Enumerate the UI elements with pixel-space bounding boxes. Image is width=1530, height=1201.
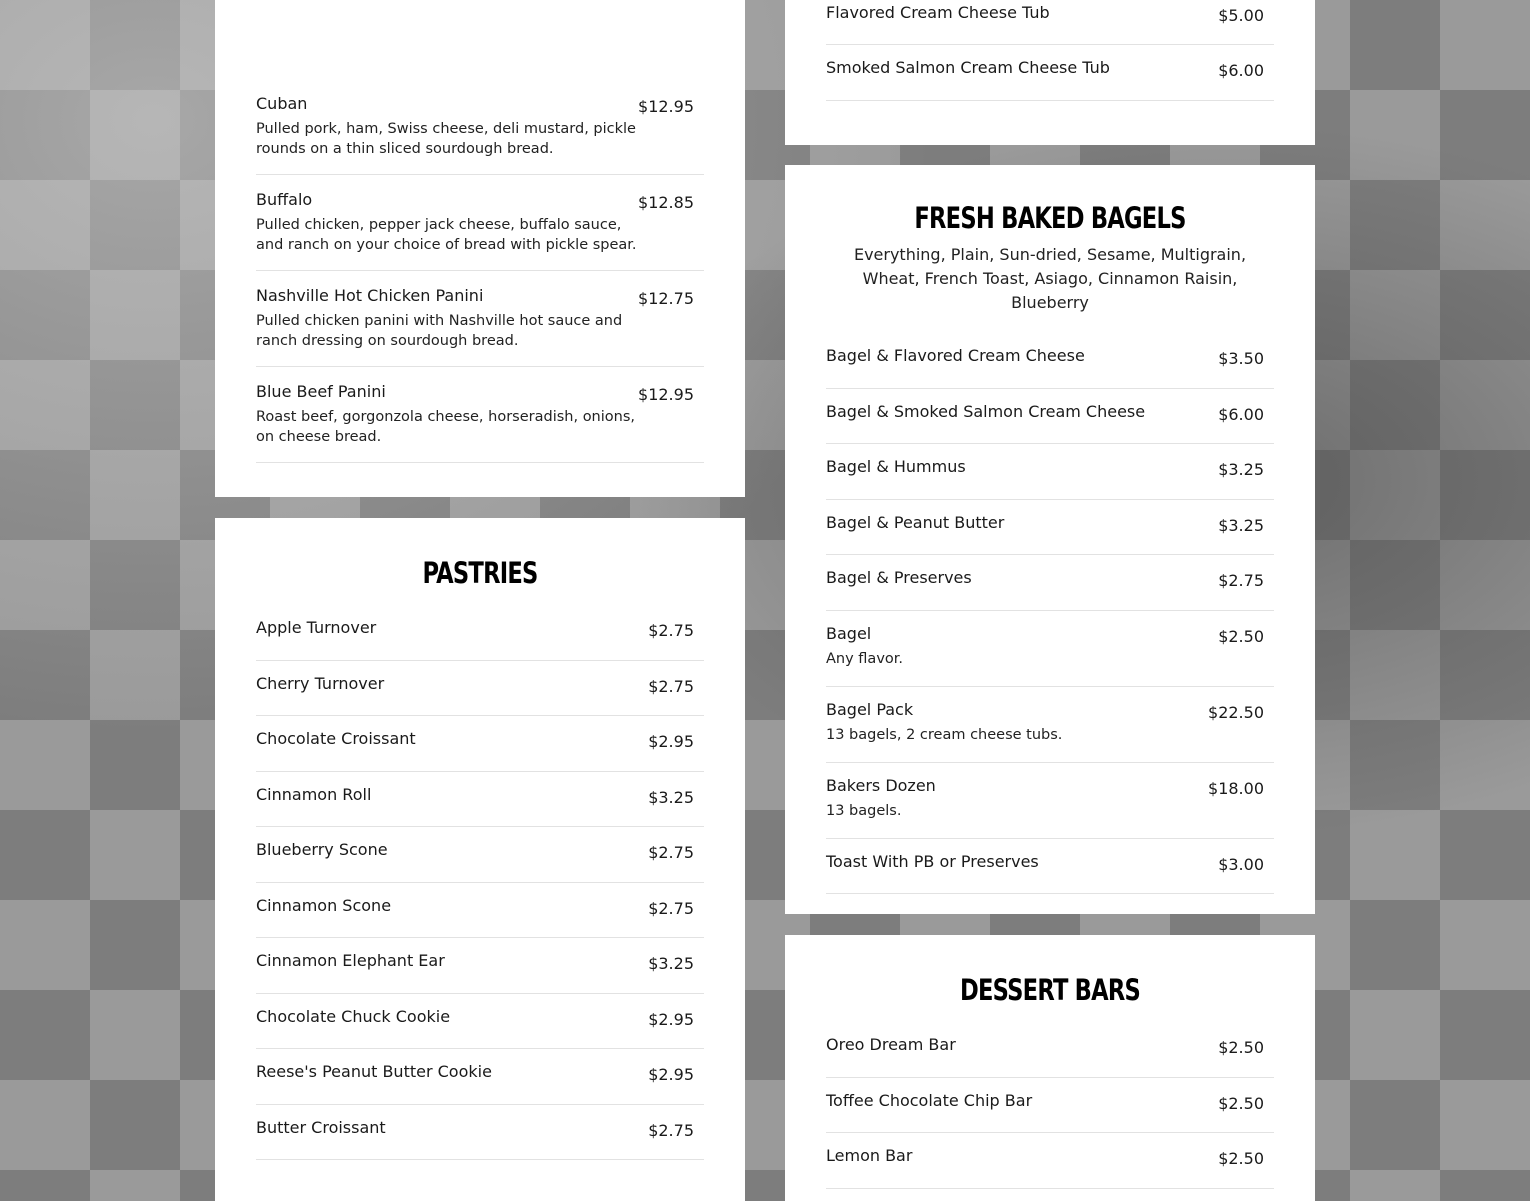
menu-item xyxy=(256,661,704,717)
section-title: DESSERT BARS xyxy=(959,973,1141,1007)
menu-item xyxy=(256,827,704,883)
item-price: $2.50 xyxy=(1218,1093,1264,1113)
dessert-bars-list xyxy=(826,1022,1274,1189)
item-price: $2.75 xyxy=(648,898,694,918)
item-price: $3.00 xyxy=(1218,854,1264,874)
item-name: Chocolate Chuck Cookie xyxy=(256,1006,451,1026)
item-name: Bagel & Flavored Cream Cheese xyxy=(826,346,1085,365)
menu-item xyxy=(256,175,704,271)
item-name: Cinnamon Elephant Ear xyxy=(256,951,445,970)
menu-item xyxy=(256,79,704,175)
item-price: $6.00 xyxy=(1218,404,1264,424)
cream-cheese-card xyxy=(785,0,1315,145)
item-description: 13 bagels. xyxy=(826,802,902,819)
menu-item xyxy=(256,605,704,661)
item-price: $2.75 xyxy=(648,1120,694,1140)
item-name: Bagel & Peanut Butter xyxy=(826,512,1005,532)
menu-item xyxy=(256,883,704,939)
item-name: Bagel & Smoked Salmon Cream Cheese xyxy=(826,401,1146,421)
item-price: $2.95 xyxy=(648,1009,694,1029)
item-price: $3.25 xyxy=(1218,515,1264,535)
menu-item xyxy=(826,763,1274,839)
item-price: $3.25 xyxy=(1218,460,1264,479)
bagels-card xyxy=(785,165,1315,914)
item-name: Flavored Cream Cheese Tub xyxy=(826,3,1050,22)
item-description: Any flavor. xyxy=(826,650,904,667)
item-name: Bakers Dozen xyxy=(826,775,936,795)
item-description: Pulled chicken panini with Nashville hot sauce and ranch dressing on sourdough bread. xyxy=(256,313,623,349)
item-price: $2.50 xyxy=(1218,1149,1264,1168)
item-name: Oreo Dream Bar xyxy=(826,1035,956,1054)
item-description: Pulled pork, ham, Swiss cheese, deli mustard, pickle rounds on a thin sliced sourdough bread. xyxy=(256,121,636,157)
item-description: Pulled chicken, pepper jack cheese, buffalo sauce, and ranch on your choice of bread with pickle spear. xyxy=(256,217,637,253)
dessert-bars-card xyxy=(785,935,1315,1201)
item-name: Buffalo xyxy=(256,190,313,209)
item-name: Butter Croissant xyxy=(256,1117,386,1137)
menu-item xyxy=(826,45,1274,101)
item-price: $2.75 xyxy=(648,843,694,862)
item-price: $2.95 xyxy=(648,732,694,751)
item-name: Reese's Peanut Butter Cookie xyxy=(256,1062,492,1081)
item-price: $2.50 xyxy=(1218,626,1264,646)
menu-item xyxy=(826,1022,1274,1078)
menu-item xyxy=(256,1105,704,1161)
menu-item xyxy=(826,500,1274,556)
item-name: Blueberry Scone xyxy=(256,840,388,859)
menu-item xyxy=(826,444,1274,500)
menu-item xyxy=(256,1049,704,1105)
item-name: Nashville Hot Chicken Panini xyxy=(256,286,484,305)
item-name: Bagel xyxy=(826,623,872,643)
item-price: $2.75 xyxy=(1218,571,1264,590)
menu-item xyxy=(826,389,1274,445)
section-title: PASTRIES xyxy=(422,556,538,590)
section-subtitle: Everything, Plain, Sun-dried, Sesame, Multigrain, Wheat, French Toast, Asiago, Cinnamon Raisin, Blueberry xyxy=(853,245,1247,312)
item-name: Bagel & Hummus xyxy=(826,457,966,476)
menu-item xyxy=(256,271,704,367)
item-name: Cherry Turnover xyxy=(256,673,385,693)
menu-item xyxy=(256,938,704,994)
item-description: Roast beef, gorgonzola cheese, horseradish, onions, on cheese bread. xyxy=(256,409,636,445)
item-price: $22.50 xyxy=(1208,702,1264,722)
menu-item xyxy=(826,1133,1274,1189)
menu-item xyxy=(826,333,1274,389)
item-price: $12.85 xyxy=(638,193,694,212)
item-price: $2.75 xyxy=(648,676,694,696)
menu-item xyxy=(256,367,704,463)
item-price: $6.00 xyxy=(1218,61,1264,80)
item-name: Cuban xyxy=(256,94,308,113)
menu-item xyxy=(826,0,1274,45)
menu-item xyxy=(826,611,1274,687)
item-price: $2.95 xyxy=(648,1065,694,1084)
pastries-list xyxy=(256,605,704,1160)
menu-item xyxy=(256,994,704,1050)
item-name: Bagel Pack xyxy=(826,699,914,719)
item-price: $3.25 xyxy=(648,787,694,807)
item-price: $18.00 xyxy=(1208,778,1264,798)
item-price: $3.50 xyxy=(1218,349,1264,368)
item-name: Apple Turnover xyxy=(256,618,377,637)
item-price: $3.25 xyxy=(648,954,694,973)
item-price: $12.95 xyxy=(638,385,694,404)
section-title: FRESH BAKED BAGELS xyxy=(914,201,1186,235)
item-name: Chocolate Croissant xyxy=(256,729,416,748)
menu-item xyxy=(826,555,1274,611)
item-name: Lemon Bar xyxy=(826,1146,913,1165)
item-price: $2.50 xyxy=(1218,1038,1264,1057)
item-price: $12.95 xyxy=(638,97,694,116)
item-price: $5.00 xyxy=(1218,6,1264,25)
item-price: $2.75 xyxy=(648,621,694,640)
menu-item xyxy=(256,716,704,772)
menu-item xyxy=(826,839,1274,895)
item-name: Toffee Chocolate Chip Bar xyxy=(826,1090,1033,1110)
item-name: Toast With PB or Preserves xyxy=(826,851,1039,871)
item-name: Smoked Salmon Cream Cheese Tub xyxy=(826,58,1110,77)
menu-item xyxy=(256,772,704,828)
sandwiches-card xyxy=(215,0,745,497)
item-description: 13 bagels, 2 cream cheese tubs. xyxy=(826,726,1063,743)
menu-item xyxy=(826,687,1274,763)
pastries-card xyxy=(215,518,745,1201)
menu-item xyxy=(826,1078,1274,1134)
bagels-list xyxy=(826,333,1274,894)
item-price: $12.75 xyxy=(638,289,694,308)
item-name: Bagel & Preserves xyxy=(826,568,972,587)
item-name: Cinnamon Scone xyxy=(256,895,392,915)
item-name: Blue Beef Panini xyxy=(256,382,386,401)
item-name: Cinnamon Roll xyxy=(256,784,372,804)
